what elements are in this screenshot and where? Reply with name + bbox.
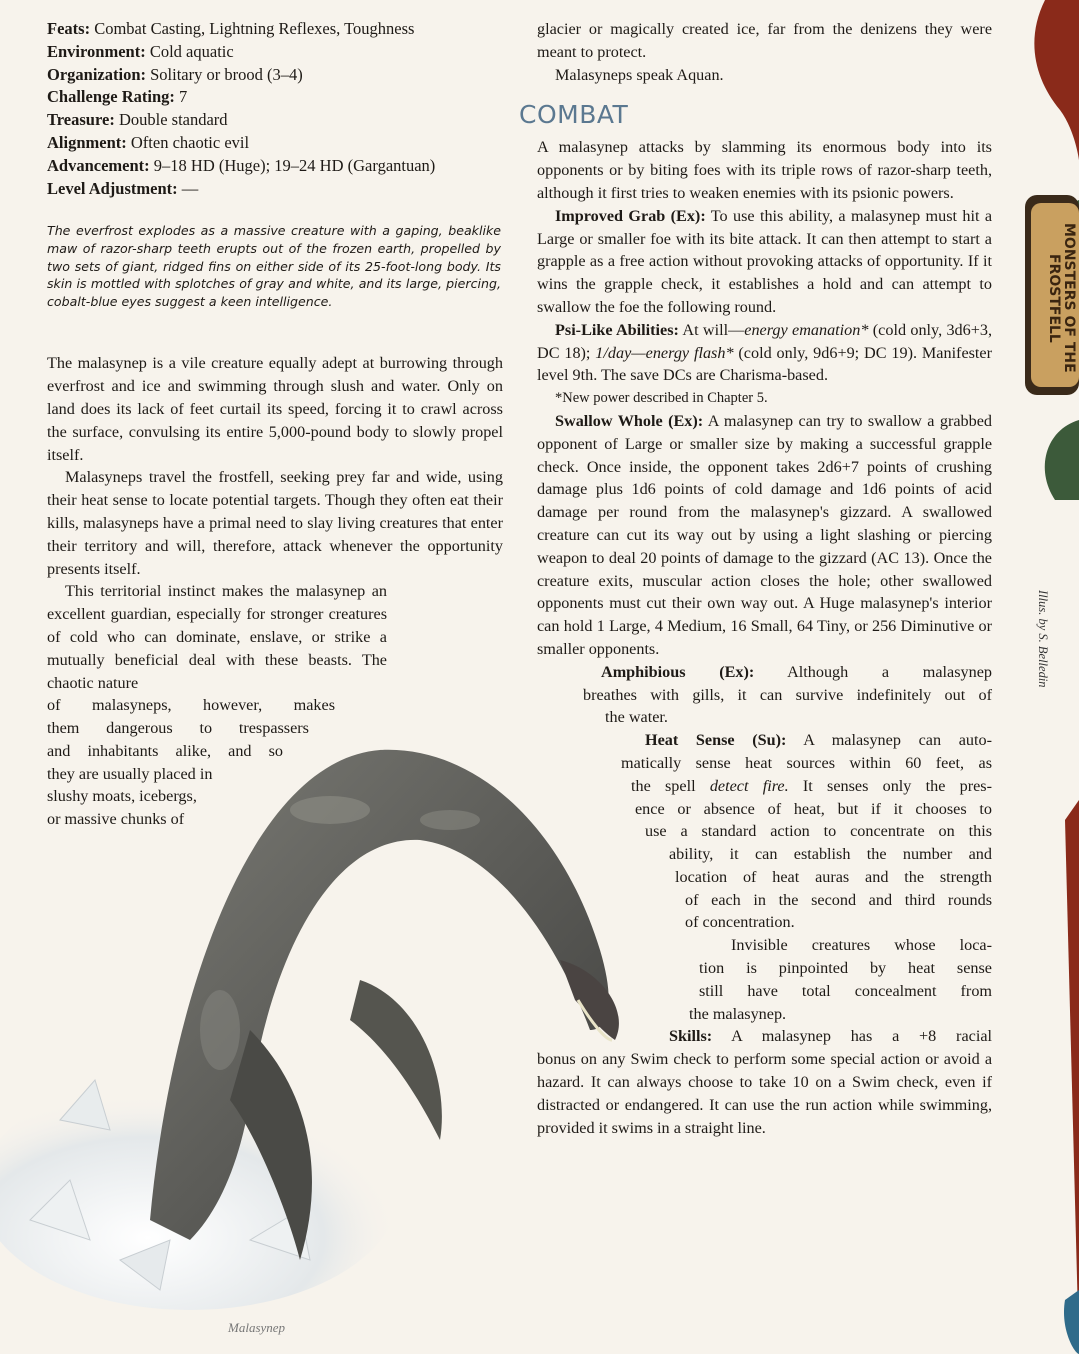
stat-line: Alignment: Often chaotic evil xyxy=(47,132,250,152)
ability-psi-like: Psi-Like Abilities: At will—energy emanation* (cold only, 3d6+3, DC 18); 1/day—energy flash* (cold only, 9d6+9; DC 19). Manifester level 9th. The save DCs are Charisma-based. xyxy=(537,320,993,385)
right-column xyxy=(519,18,993,1139)
ability-heat-sense: Heat Sense (Su): A malasynep can auto- matically sense heat sources within 60 feet, as the spell detect fire. It senses only the pres- ence or absence of heat, but if it chooses to use a standard action to concentrate on this ability, it can establish the number and location of heat auras and the strength of each in the second and third rounds of concentration. xyxy=(621,731,992,932)
stat-line: Level Adjustment: — xyxy=(47,178,199,198)
body-paragraph: Malasyneps travel the frostfell, seeking prey far and wide, using their heat sense to locate potential targets. Though they often eat their kills, malasyneps have a primal need to slay living creatures that enter their territory and will, therefore, attack whenever the opportunity presents itself. xyxy=(47,468,503,578)
body-paragraph: A malasynep attacks by slamming its enormous body into its opponents or by biting foes with its triple rows of razor-sharp teeth, although it first tries to weaken enemies with its psionic powers. xyxy=(537,138,992,202)
stat-block xyxy=(47,18,503,200)
body-paragraph: Malasyneps speak Aquan. xyxy=(555,65,724,84)
illustration-caption: Malasynep xyxy=(228,1320,286,1335)
body-paragraph: glacier or magically created ice, far from the denizens they were meant to protect. xyxy=(537,20,992,61)
ability-swallow-whole: Swallow Whole (Ex): A malasynep can try to swallow a grabbed opponent of Large or smaller size by making a successful grapple check. Once inside, the opponent takes 2d6+7 points of crushing damage plus 1d6 points of cold damage and 1d6 points of acid damage per round from the malasynep's gizzard. A swallowed creature can cut its way out by using a light slashing or piercing weapon to deal 20 points of damage to the gizzard (AC 13). Once the creature exits, muscular action closes the hole; other swallowed opponents must cut their own way out. A Huge malasynep's interior can hold 1 Large, 4 Medium, 16 Small, 64 Tiny, or 256 Diminutive or smaller opponents. xyxy=(537,411,992,658)
wrapped-text: of malasyneps, however, makes them dangerous to trespassers and inhabitants alike, and so they are usually placed in slushy moats, icebergs, or massive chunks of xyxy=(47,696,335,829)
body-paragraph: The malasynep is a vile creature equally adept at burrowing through everfrost and ice and swimming through slush and water. Only on land does its lack of feet curtail its speed, forcing it to crawl across the surface, convulsing its entire 5,000-pound body to slowly propel itself. xyxy=(47,354,503,464)
stat-line: Organization: Solitary or brood (3–4) xyxy=(47,64,303,84)
stat-line: Feats: Combat Casting, Lightning Reflexes, Toughness xyxy=(47,19,415,38)
ability-improved-grab: Improved Grab (Ex): To use this ability, a malasynep must hit a Large or smaller foe with its bite attack. It can then attempt to start a grapple as a free action without provoking attacks of opportunity. If it wins the grapple check, it establishes a hold and can attempt to swallow the foe the following round. xyxy=(537,206,992,316)
stat-line: Advancement: 9–18 HD (Huge); 19–24 HD (Gargantuan) xyxy=(47,155,436,175)
stat-line: Treasure: Double standard xyxy=(47,110,228,130)
ability-amphibious: Amphibious (Ex): Although a malasynep breathes with gills, it can survive indefinitely out of the water. xyxy=(583,662,992,727)
invisible-creatures-text: Invisible creatures whose loca- tion is pinpointed by heat sense still have total concealment from the malasynep. xyxy=(689,936,992,1023)
flavor-text: The everfrost explodes as a massive creature with a gaping, beaklike maw of razor-sharp teeth erupts out of the frozen earth, propelled by two sets of giant, ridged fins on either side of its 25-foot-long body. Its skin is mottled with splotches of gray and white, and its large, piercing, cobalt-blue eyes suggest a keen intelligence. xyxy=(47,223,501,309)
illustrator-credit: Illus. by S. Belledin xyxy=(1036,590,1050,688)
combat-heading: COMBAT xyxy=(519,100,629,130)
footnote: *New power described in Chapter 5. xyxy=(555,390,768,407)
stat-line: Environment: Cold aquatic xyxy=(47,41,234,61)
ability-skills: Skills: A malasynep has a +8 racial bonus on any Swim check to perform some special action or avoid a hazard. It can always choose to take 10 on a Swim check, even if distracted or endangered. It can use the run action while swimming, provided it swims in a straight line. xyxy=(537,1027,993,1137)
stat-line: Challenge Rating: 7 xyxy=(47,87,188,107)
body-paragraph: This territorial instinct makes the malasynep an excellent guardian, especially for stronger creatures of cold who can dominate, enslave, or strike a mutually beneficial deal with these beasts. The chaotic nature xyxy=(47,582,387,692)
chapter-tab: MONSTERS OF THE FROSTFELL xyxy=(1046,223,1077,373)
left-column xyxy=(47,18,503,831)
